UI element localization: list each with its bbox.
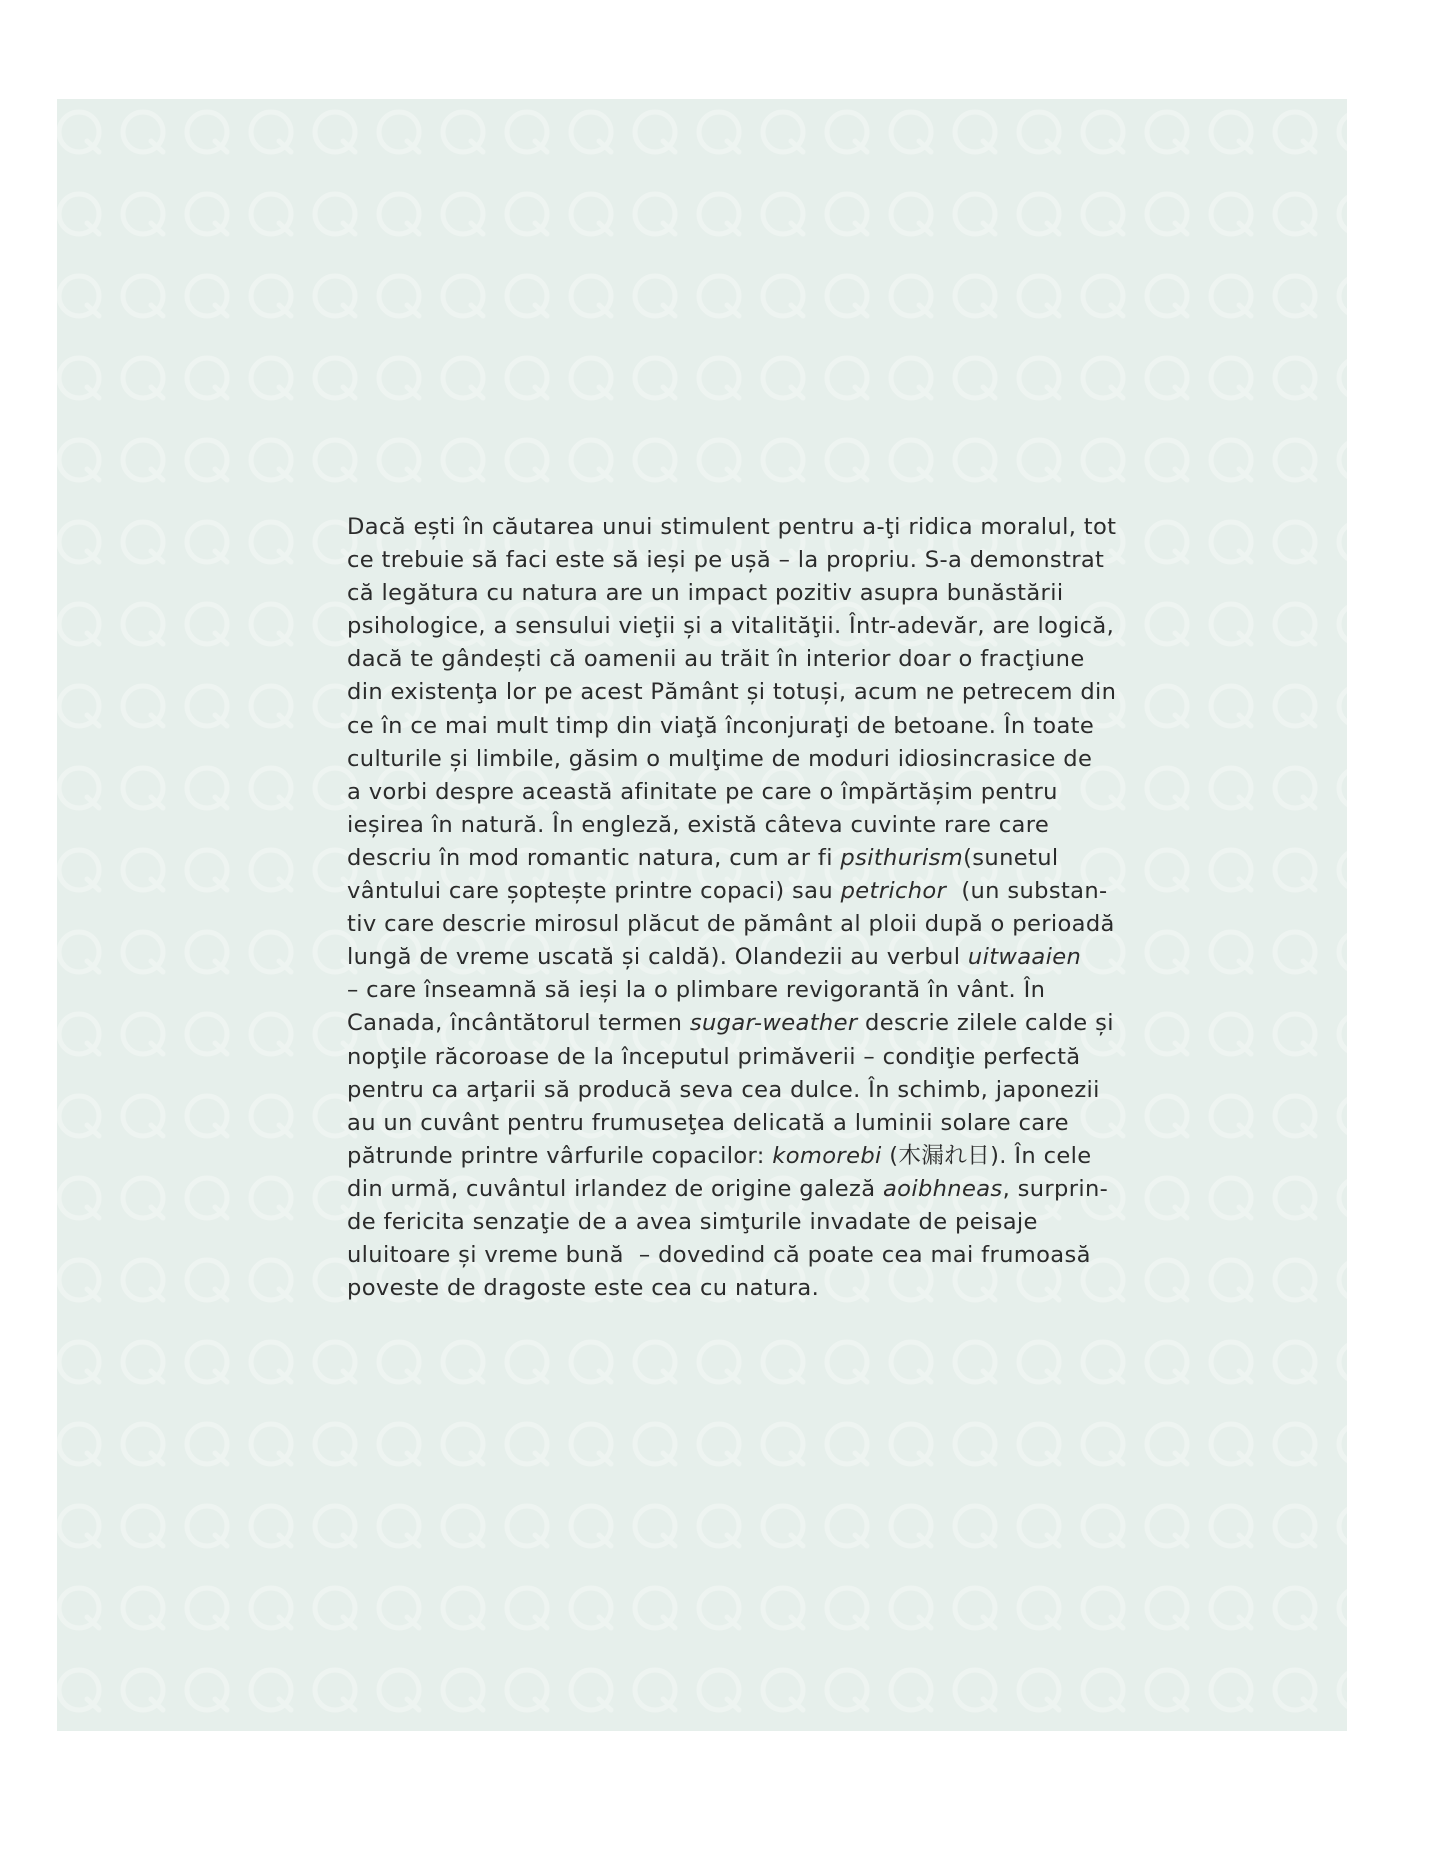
text-line <box>347 776 1167 809</box>
text-run: Canada, încântătorul termen <box>347 1010 690 1037</box>
text-run: dacă te gândești că oamenii au trăit în interior doar o fracţiune <box>347 646 1085 673</box>
text-line <box>347 1007 1167 1040</box>
text-line <box>347 544 1167 577</box>
italic-term: psithurism <box>840 844 964 871</box>
text-line <box>347 577 1167 610</box>
text-run: tiv care descrie mirosul plăcut de pământ al ploii după o perioadă <box>347 911 1115 938</box>
text-line <box>347 1173 1167 1206</box>
text-run: pentru ca arţarii să producă seva cea dulce. În schimb, japonezii <box>347 1076 1100 1103</box>
text-line <box>347 610 1167 643</box>
text-run: că legătura cu natura are un impact pozitiv asupra bunăstării <box>347 580 1064 607</box>
text-line <box>347 1107 1167 1140</box>
text-run: psihologice, a sensului vieţii și a vitalităţii. Într-adevăr, are logică, <box>347 613 1115 640</box>
text-run: Dacă ești în căutarea unui stimulent pentru a-ţi ridica moralul, tot <box>347 514 1117 540</box>
text-run: au un cuvânt pentru frumuseţea delicată a luminii solare care <box>347 1109 1069 1136</box>
italic-term: sugar-weather <box>689 1010 858 1037</box>
text-run: de fericita senzaţie de a avea simţurile invadate de peisaje <box>347 1208 1038 1235</box>
text-line <box>347 842 1167 875</box>
text-line <box>347 643 1167 676</box>
text-line <box>347 974 1167 1007</box>
italic-term: aoibhneas <box>882 1175 1003 1202</box>
article-body <box>347 511 1167 1305</box>
text-line <box>347 511 1167 544</box>
text-run: (un substan- <box>946 878 1108 905</box>
italic-term: uitwaaien <box>967 944 1082 971</box>
text-run: ce trebuie să faci este să ieși pe ușă – la propriu. S-a demonstrat <box>347 547 1105 574</box>
text-run: pătrunde printre vârfurile copacilor: <box>347 1142 773 1169</box>
text-run: a vorbi despre această afinitate pe care o împărtășim pentru <box>347 778 1058 805</box>
text-run: , surprin- <box>1002 1175 1109 1202</box>
text-run: din urmă, cuvântul irlandez de origine galeză <box>347 1175 883 1202</box>
page-panel <box>57 99 1347 1731</box>
text-line <box>347 1074 1167 1107</box>
text-line <box>347 1272 1167 1305</box>
text-run: vântului care șoptește printre copaci) sau <box>347 878 841 905</box>
text-run: uluitoare și vreme bună – dovedind că poate cea mai frumoasă <box>347 1242 1091 1269</box>
text-run: din existenţa lor pe acest Pământ și totuși, acum ne petrecem din <box>347 679 1117 706</box>
text-run: lungă de vreme uscată și caldă). Olandezii au verbul <box>347 944 968 971</box>
text-run: descrie zilele calde și <box>857 1010 1114 1037</box>
text-line <box>347 1239 1167 1272</box>
text-line <box>347 941 1167 974</box>
text-run: ieșirea în natură. În engleză, există câteva cuvinte rare care <box>347 811 1050 838</box>
text-run: ce în ce mai mult timp din viaţă înconjuraţi de betoane. În toate <box>347 712 1095 739</box>
text-run: descriu în mod romantic natura, cum ar fi <box>347 844 841 871</box>
text-line <box>347 743 1167 776</box>
text-run: nopţile răcoroase de la începutul primăverii – condiţie perfectă <box>347 1043 1081 1070</box>
text-line <box>347 809 1167 842</box>
text-line <box>347 676 1167 709</box>
text-line <box>347 1206 1167 1239</box>
text-run: (sunetul <box>963 844 1059 871</box>
text-run: (木漏れ日). În cele <box>881 1142 1092 1169</box>
text-line <box>347 710 1167 743</box>
text-line <box>347 908 1167 941</box>
text-line <box>347 1140 1167 1173</box>
italic-term: petrichor <box>840 878 947 905</box>
text-run: poveste de dragoste este cea cu natura. <box>347 1275 820 1302</box>
text-line <box>347 875 1167 908</box>
text-run: culturile și limbile, găsim o mulţime de moduri idiosincrasice de <box>347 745 1093 772</box>
text-line <box>347 1041 1167 1074</box>
italic-term: komorebi <box>772 1142 882 1169</box>
text-run: – care înseamnă să ieși la o plimbare revigorantă în vânt. În <box>347 977 1046 1004</box>
